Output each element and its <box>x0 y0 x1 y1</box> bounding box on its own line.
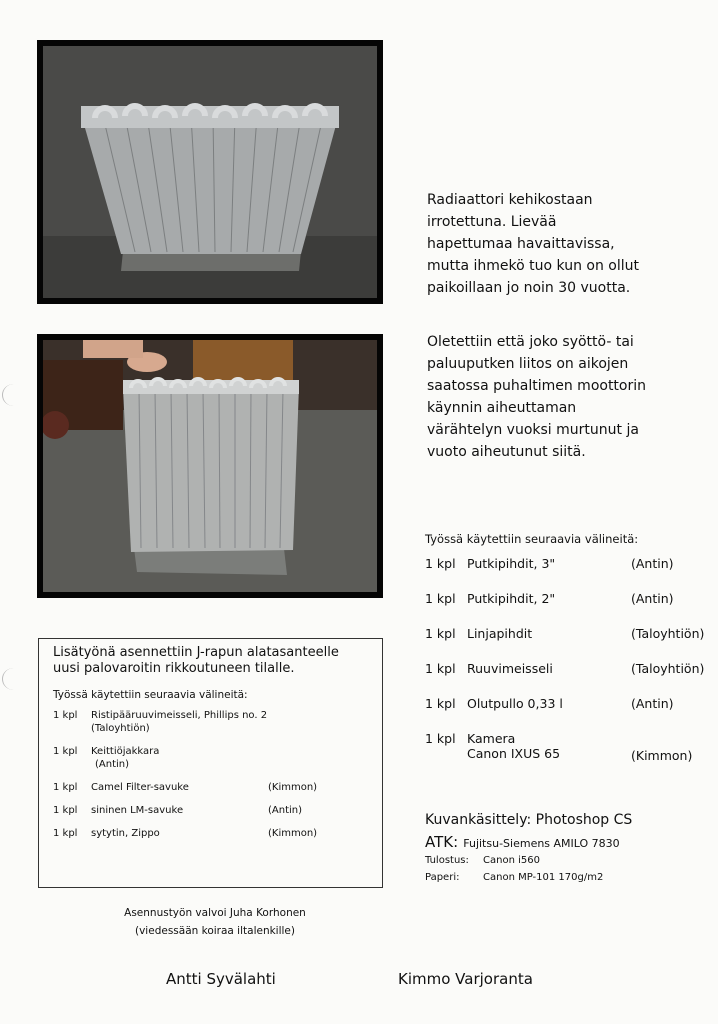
tools-heading: Työssä käytettiin seuraavia välineitä: <box>425 532 639 546</box>
production-info: Kuvankäsittely: Photoshop CS ATK: Fujitsu-Siemens AMILO 7830 Tulostus: Canon i560 Paperi: Canon MP-101 170g/m2 <box>425 812 633 883</box>
radiator-photo-2 <box>37 334 383 598</box>
caption-leak-assumption: Oletettiin että joko syöttö- tai paluuputken liitos on aikojen saatossa puhaltimen moottorin käynnin aiheuttaman värähtelyn vuoksi murtunut ja vuoto aiheutunut siitä. <box>427 334 647 460</box>
list-item: 1 kpl Kamera Canon IXUS 65 (Kimmon) <box>425 731 693 763</box>
extra-work-intro: Lisätyönä asennettiin J-rapun alatasanteelle uusi palovaroitin rikkoutuneen tilalle. <box>53 645 339 676</box>
tools-list-main <box>425 532 715 771</box>
list-item: 1 kpl Linjapihdit (Taloyhtiön) <box>425 626 705 641</box>
punch-hole <box>2 384 25 406</box>
radiator-photo-1 <box>37 40 383 304</box>
list-item: 1 kpl sininen LM-savuke (Antin) <box>53 805 303 816</box>
punch-hole <box>2 668 25 690</box>
list-item: 1 kpl Putkipihdit, 3" (Antin) <box>425 556 674 571</box>
caption-radiator-removed: Radiaattori kehikostaan irrotettuna. Lievää hapettumaa havaittavissa, mutta ihmekö tuo kun on ollut paikoillaan jo noin 30 vuotta. <box>427 192 640 296</box>
list-item: 1 kpl Camel Filter-savuke (Kimmon) <box>53 782 318 793</box>
signature-antti: Antti Syvälahti <box>166 970 276 988</box>
list-item: 1 kpl Ristipääruuvimeisseli, Phillips no. 2 (Taloyhtiön) <box>53 710 268 734</box>
extra-work-box <box>38 638 383 888</box>
tools-heading: Työssä käytettiin seuraavia välineitä: <box>53 689 248 701</box>
list-item: 1 kpl Olutpullo 0,33 l (Antin) <box>425 696 674 711</box>
supervision-note: Asennustyön valvoi Juha Korhonen (viedessään koiraa iltalenkille) <box>124 907 306 937</box>
list-item: 1 kpl Keittiöjakkara (Antin) <box>53 746 160 770</box>
signature-kimmo: Kimmo Varjoranta <box>398 970 533 988</box>
list-item: 1 kpl Putkipihdit, 2" (Antin) <box>425 591 674 606</box>
list-item: 1 kpl Ruuvimeisseli (Taloyhtiön) <box>425 661 705 676</box>
list-item: 1 kpl sytytin, Zippo (Kimmon) <box>53 828 318 839</box>
